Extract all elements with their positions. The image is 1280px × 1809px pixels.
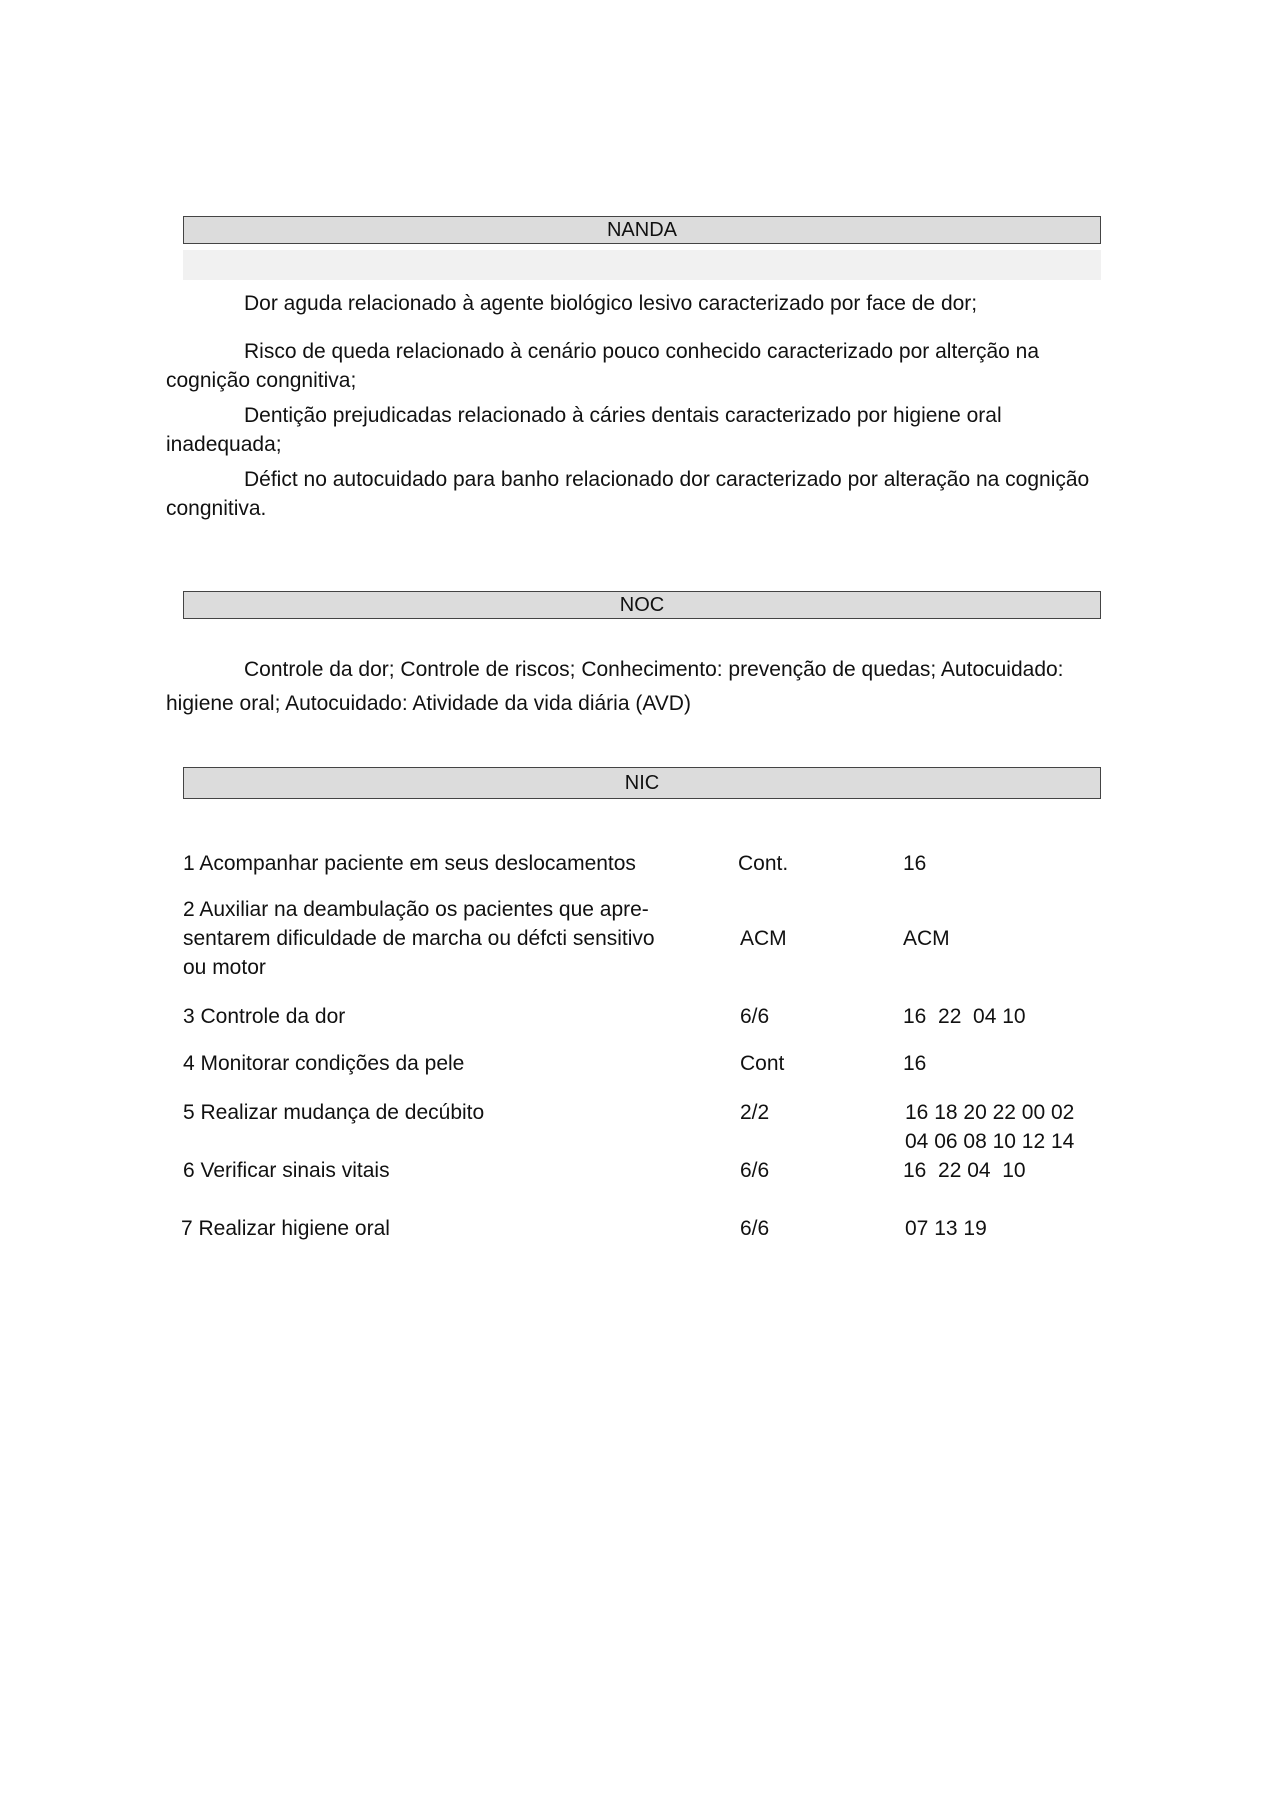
nic-header: NIC [183, 767, 1101, 799]
nic-times: 07 13 19 [905, 1217, 987, 1240]
noc-text: Controle da dor; Controle de riscos; Conhecimento: prevenção de quedas; Autocuidado: higiene oral; Autocuidado: Atividade da vida diária (AVD) [166, 658, 1064, 715]
nic-times: 16 [903, 1052, 927, 1075]
noc-header: NOC [183, 591, 1101, 619]
nic-frequency: Cont [740, 1052, 785, 1075]
nanda-item-1: Dor aguda relacionado à agente biológico lesivo caracterizado por face de dor; [244, 292, 978, 315]
nic-intervention: 4 Monitorar condições da pele [183, 1052, 465, 1075]
nic-intervention: 3 Controle da dor [183, 1005, 346, 1028]
nic-times: 16 22 04 10 [903, 1005, 1026, 1028]
nic-frequency: 2/2 [740, 1101, 770, 1124]
nic-intervention: 5 Realizar mudança de decúbito [183, 1101, 485, 1124]
nic-frequency: 6/6 [740, 1159, 770, 1182]
nic-frequency: 6/6 [740, 1005, 770, 1028]
nic-times: 16 [903, 852, 927, 875]
nanda-item-2: Risco de queda relacionado à cenário pouco conhecido caracterizado por alterção na cognição congnitiva; [166, 340, 1040, 392]
nic-times: 16 18 20 22 00 02 04 06 08 10 12 14 [905, 1101, 1075, 1153]
nic-frequency: 6/6 [740, 1217, 770, 1240]
nic-intervention: 7 Realizar higiene oral [181, 1217, 390, 1240]
nanda-item-3: Dentição prejudicadas relacionado à cáries dentais caracterizado por higiene oral inadequada; [166, 404, 1002, 456]
nanda-sub-band [183, 250, 1101, 280]
nic-times: ACM [903, 927, 950, 950]
nanda-header: NANDA [183, 216, 1101, 244]
nanda-item-4: Défict no autocuidado para banho relacionado dor caracterizado por alteração na cognição congnitiva. [166, 468, 1090, 520]
nic-frequency: ACM [740, 927, 787, 950]
nic-intervention: 1 Acompanhar paciente em seus deslocamentos [183, 852, 636, 875]
nic-intervention: 6 Verificar sinais vitais [183, 1159, 390, 1182]
nic-frequency: Cont. [738, 852, 789, 875]
nic-intervention: 2 Auxiliar na deambulação os pacientes que apre-sentarem dificuldade de marcha ou défcti sensitivo ou motor [183, 898, 655, 979]
nic-times: 16 22 04 10 [903, 1159, 1026, 1182]
